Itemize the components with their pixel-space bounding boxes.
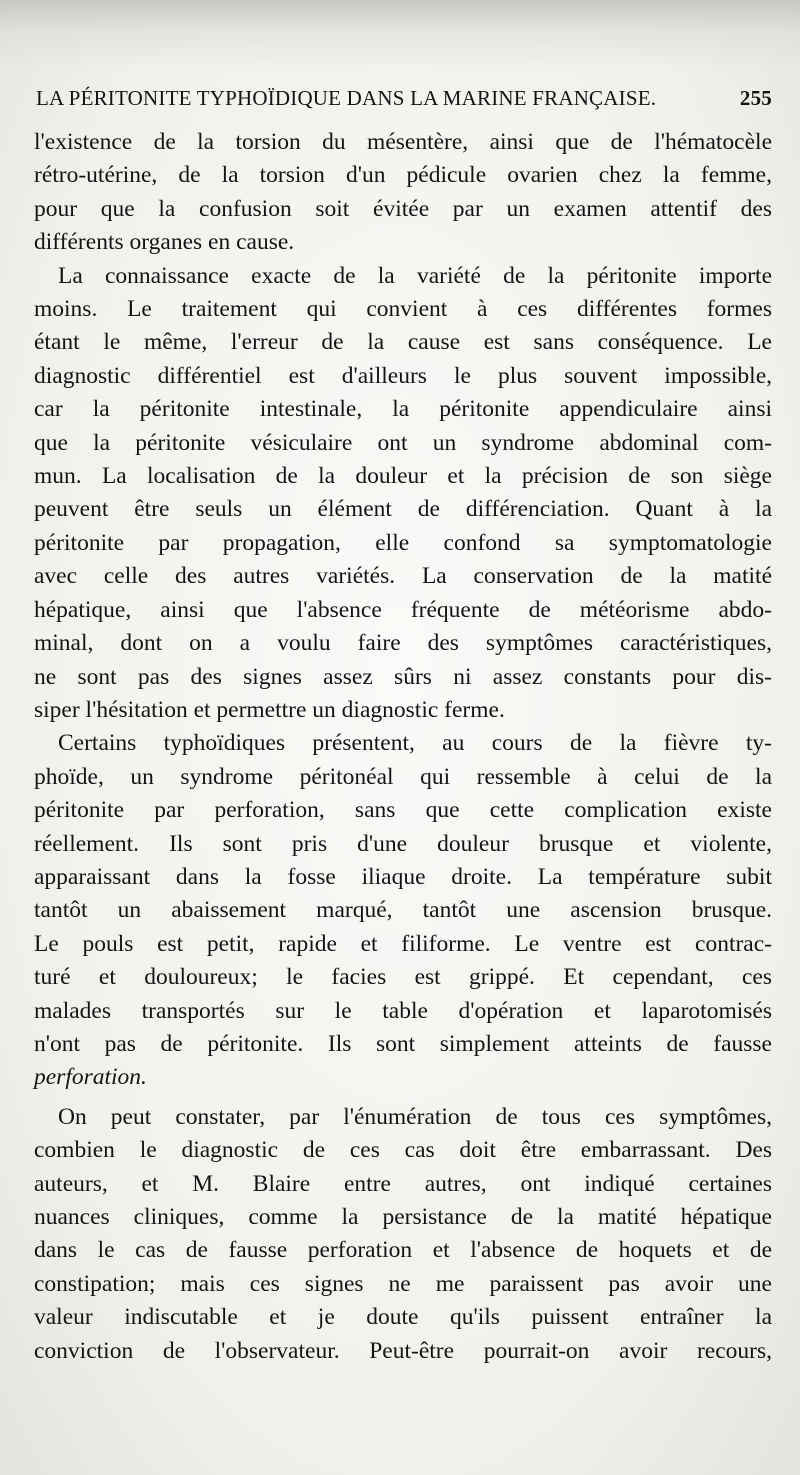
text-line: car la péritonite intestinale, la péritonite appendiculaire ainsi [34, 396, 772, 423]
text-line: turé et douloureux; le facies est grippé. Et cependant, ces [34, 964, 772, 991]
text-line: minal, dont on a voulu faire des symptômes caractéristiques, [34, 630, 772, 657]
text-line: moins. Le traitement qui convient à ces différentes formes [34, 296, 772, 323]
page-number: 255 [739, 86, 772, 110]
paragraph-4 [34, 1101, 772, 1368]
text-line: siper l'hésitation et permettre un diagnostic ferme. [34, 696, 505, 723]
text-line: malades transportés sur le table d'opération et laparotomisés [34, 997, 772, 1024]
text-line: rétro-utérine, de la torsion d'un pédicule ovarien chez la femme, [34, 162, 772, 189]
text-line: différents organes en cause. [34, 229, 295, 256]
text-line: nuances cliniques, comme la persistance de la matité hépatique [34, 1204, 772, 1230]
paragraph-3 [34, 727, 772, 1094]
text-line: apparaissant dans la fosse iliaque droite. La température subit [34, 863, 772, 890]
text-line: ne sont pas des signes assez sûrs ni assez constants pour dis- [34, 663, 772, 690]
text-line: On peut constater, par l'énumération de tous ces symptômes, [58, 1103, 772, 1130]
text-line: pour que la confusion soit évitée par un examen attentif des [34, 195, 772, 222]
text-line: dans le cas de fausse perforation et l'absence de hoquets et de [34, 1237, 772, 1264]
text-line: peuvent être seuls un élément de différenciation. Quant à la [34, 496, 772, 523]
text-line: péritonite par perforation, sans que cette complication existe [34, 797, 772, 824]
text-line: Le pouls est petit, rapide et filiforme. Le ventre est contrac- [34, 930, 772, 957]
text-line: n'ont pas de péritonite. Ils sont simplement atteints de fausse [34, 1030, 772, 1057]
text-line: auteurs, et M. Blaire entre autres, ont indiqué certaines [34, 1170, 772, 1197]
text-line: réellement. Ils sont pris d'une douleur brusque et violente, [34, 830, 772, 857]
text-line: phoïde, un syndrome péritonéal qui ressemble à celui de la [34, 763, 772, 790]
text-line: mun. La localisation de la douleur et la précision de son siège [34, 463, 772, 490]
text-line: valeur indiscutable et je doute qu'ils puissent entraîner la [34, 1304, 772, 1331]
text-line: conviction de l'observateur. Peut-être pourrait-on avoir recours, [34, 1337, 772, 1364]
text-line: péritonite par propagation, elle confond sa symptomatologie [34, 529, 772, 556]
running-title: LA PÉRITONITE TYPHOÏDIQUE DANS LA MARINE FRANÇAISE. [36, 86, 657, 110]
text-line: Certains typhoïdiques présentent, au cours de la fièvre ty- [58, 730, 772, 757]
text-line: hépatique, ainsi que l'absence fréquente de météorisme abdo- [34, 596, 772, 623]
paragraph-1 [34, 126, 772, 260]
text-line: constipation; mais ces signes ne me paraissent pas avoir une [34, 1270, 772, 1297]
body-text [34, 126, 772, 1368]
text-line: que la péritonite vésiculaire ont un syndrome abdominal com- [34, 429, 772, 456]
text-line: tantôt un abaissement marqué, tantôt une ascension brusque. [34, 897, 772, 924]
text-line: perforation. [34, 1064, 147, 1091]
text-line: diagnostic différentiel est d'ailleurs le plus souvent impossible, [34, 362, 772, 389]
text-line: étant le même, l'erreur de la cause est sans conséquence. Le [34, 329, 772, 356]
paragraph-2 [34, 260, 772, 728]
text-line: La connaissance exacte de la variété de la péritonite importe [58, 262, 772, 289]
text-line: l'existence de la torsion du mésentère, ainsi que de l'hématocèle [34, 129, 772, 155]
text-line: avec celle des autres variétés. La conservation de la matité [34, 563, 772, 590]
text-line: combien le diagnostic de ces cas doit être embarrassant. Des [34, 1137, 772, 1164]
scan-edge-shadow [0, 0, 800, 70]
